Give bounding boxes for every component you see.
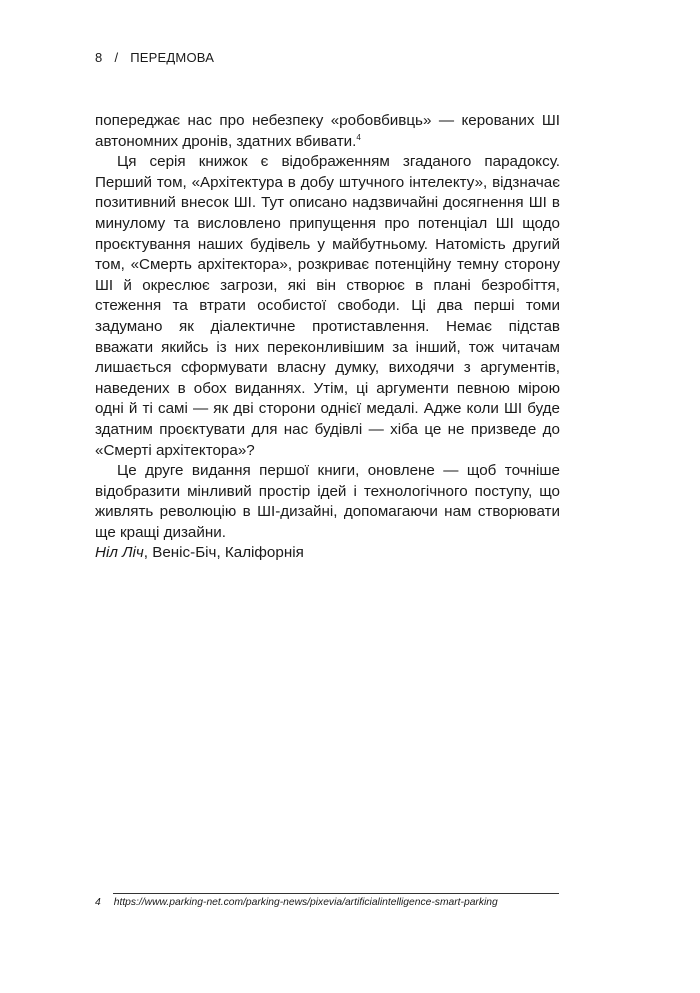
footnote-number: 4 bbox=[95, 897, 101, 908]
signature-place: , Веніс-Біч, Каліфорнія bbox=[143, 544, 304, 562]
paragraph-1-text: попереджає нас про небезпеку «робовбивць» — керованих ШІ автономних дронів, здатних вбивати. bbox=[95, 112, 560, 150]
section-title: ПЕРЕДМОВА bbox=[130, 50, 215, 65]
main-text bbox=[95, 111, 560, 564]
page-number: 8 bbox=[95, 50, 103, 65]
paragraph-1 bbox=[95, 111, 560, 152]
footnote-divider bbox=[113, 893, 559, 894]
footnote bbox=[95, 897, 498, 908]
signature-author: Ніл Ліч bbox=[95, 544, 144, 562]
signature bbox=[95, 543, 560, 564]
header-separator: / bbox=[114, 50, 119, 65]
footnote-reference[interactable]: 4 bbox=[356, 132, 361, 142]
paragraph-2: Ця серія книжок є відображенням згаданого парадоксу. Перший том, «Архітектура в добу штучного інтелекту», відзначає позитивний внесок ШІ. Тут описано надзвичайні досягнення ШІ в минулому та висловлено припущення про потенціал ШІ щодо проєктування наших будівель у майбутньому. Натомість другий том, «Смерть архітектора», розкриває потенційну темну сторону ШІ й окреслює загрози, які він створює в плані безробіття, стеження та втрати особистої свободи. Ці два перші томи задумано як діалектичне протиставлення. Немає підстав вважати якийсь із них переконливішим за інший, тож читачам лишається сформувати власну думку, виходячи з аргументів, наведених в обох виданнях. Утім, ці аргументи певною мірою одні й ті самі — як дві сторони однієї медалі. Адже коли ШІ буде здатним проєктувати для нас будівлі — хіба це не призведе до «Смерті архітектора»? bbox=[95, 153, 560, 459]
running-header bbox=[95, 50, 214, 65]
footnote-link[interactable]: https://www.parking-net.com/parking-news/pixevia/artificialintelligence-smart-parking bbox=[113, 897, 498, 908]
paragraph-3: Це друге видання першої книги, оновлене — щоб точніше відобразити мінливий простір ідей і технологічного поступу, що живлять революцію в ШІ-дизайні, допомагаючи нам створювати ще кращі дизайни. bbox=[95, 462, 560, 541]
